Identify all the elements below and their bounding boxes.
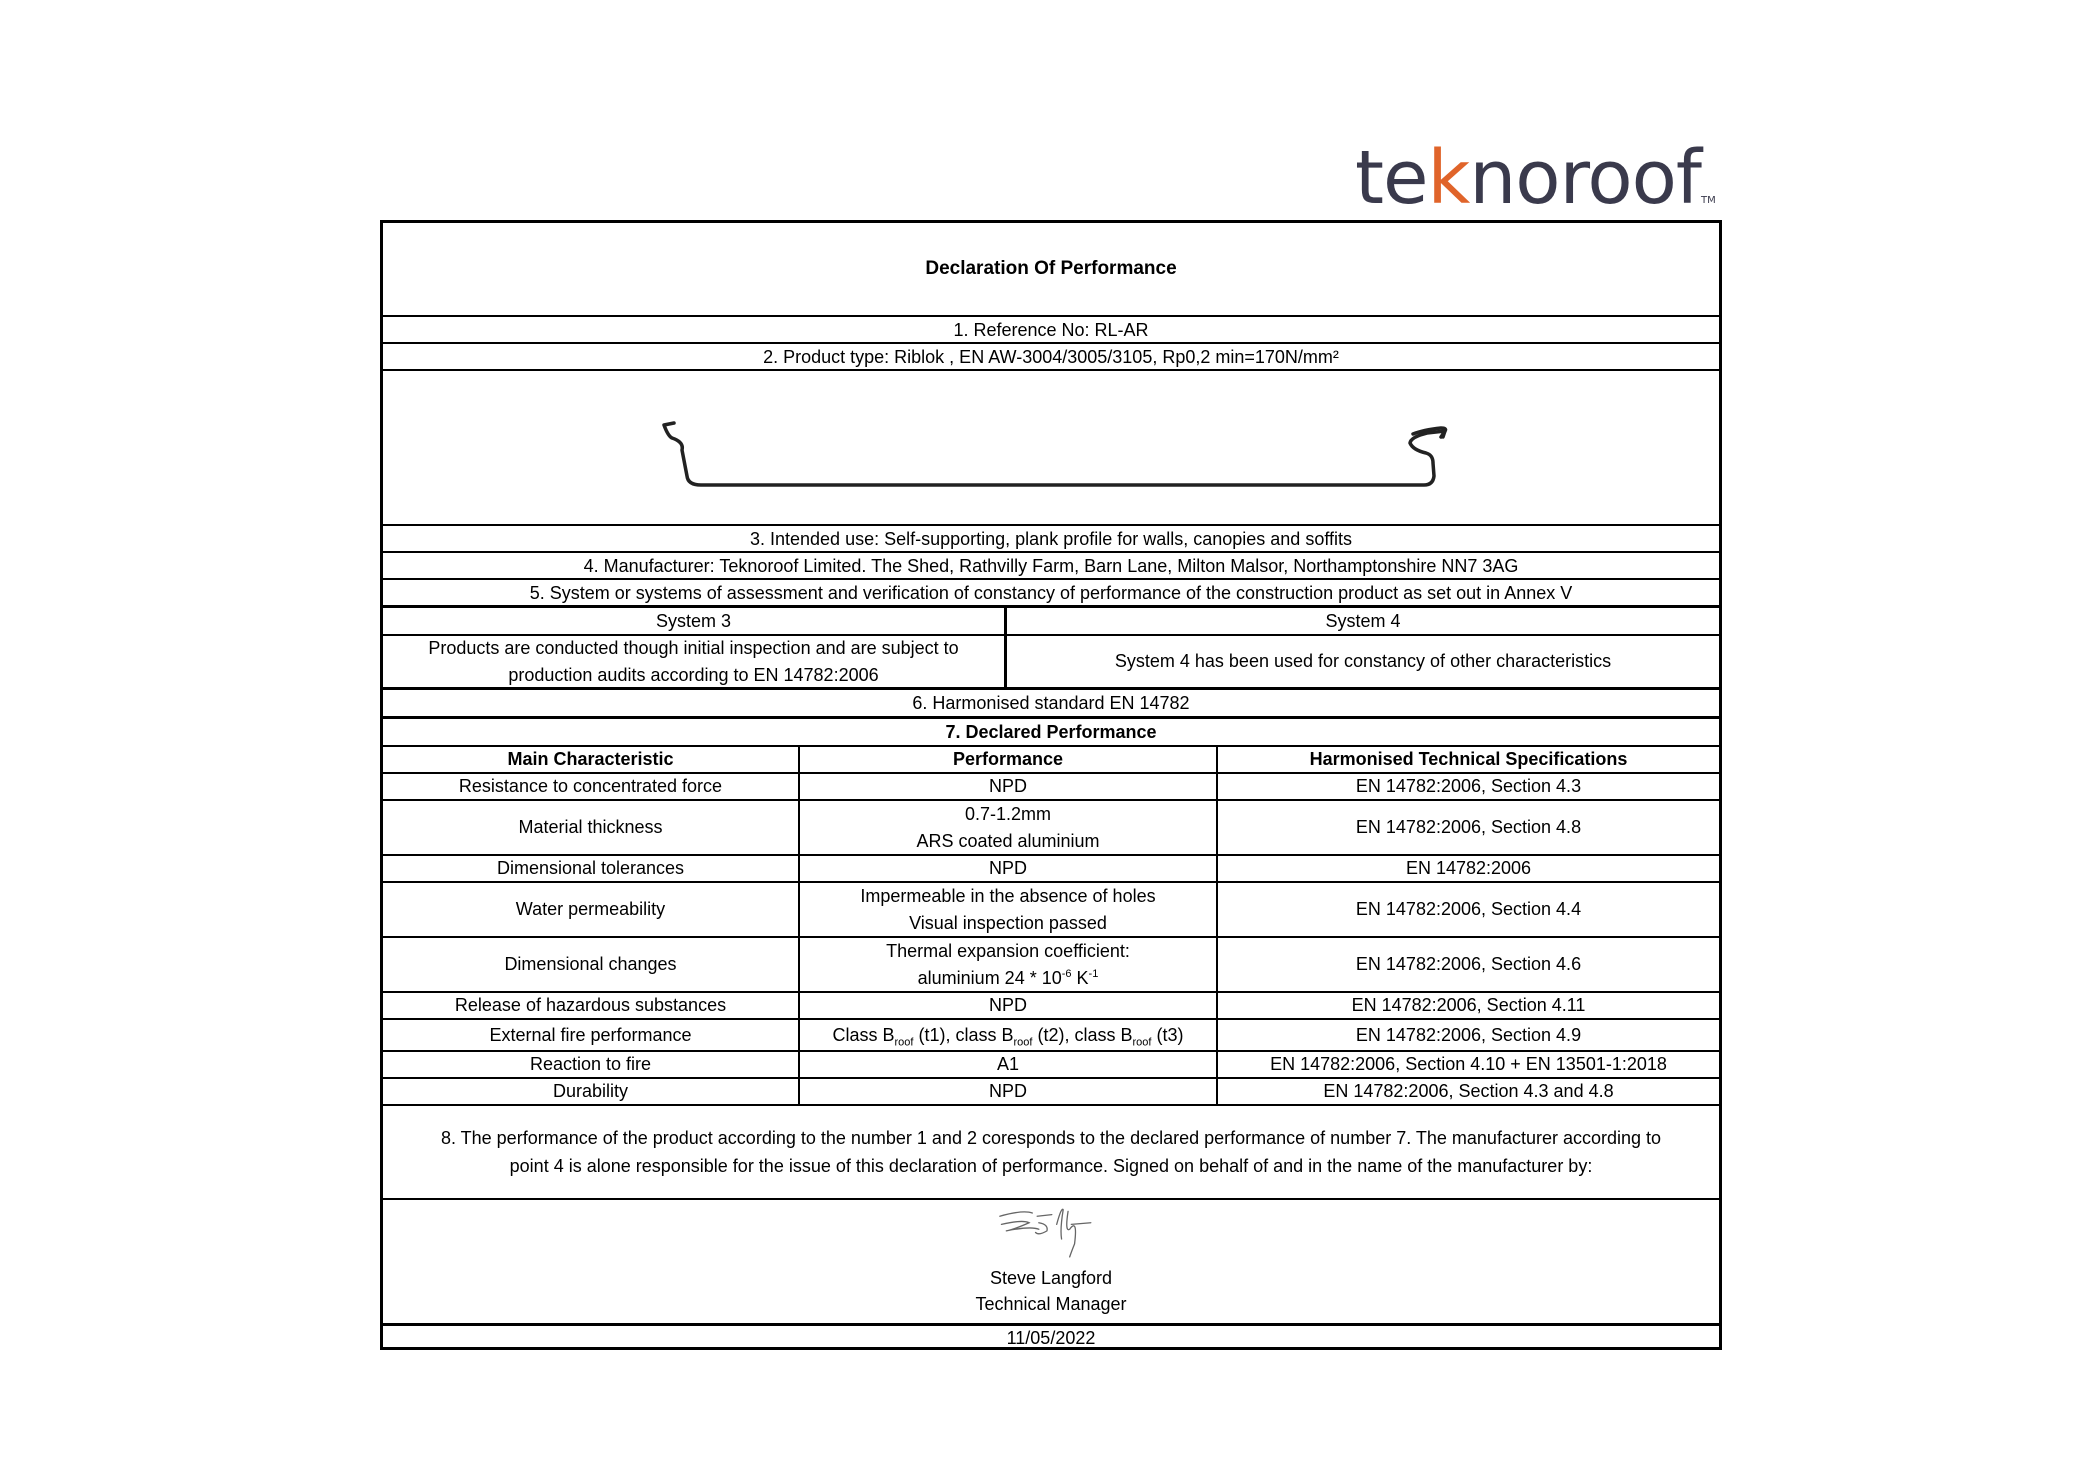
signature-image: [976, 1200, 1126, 1265]
teknoroof-logo: [1355, 135, 1716, 221]
performance-cell: NPD: [800, 774, 1218, 799]
table-row: [383, 993, 1719, 1020]
system3-text: [383, 636, 1007, 687]
characteristic-cell: Durability: [383, 1079, 800, 1104]
statement-line2: point 4 is alone responsible for the issue of this declaration of performance. Signed on behalf of and in the name of the manufacturer by:: [509, 1156, 1593, 1176]
statement-row: [383, 1106, 1719, 1200]
statement-line1: 8. The performance of the product according to the number 1 and 2 coresponds to the declared performance of number 7. The manufacturer according to: [440, 1128, 1662, 1148]
table-row: [383, 1020, 1719, 1052]
performance-cell: [800, 801, 1218, 854]
product-type-row: [383, 344, 1719, 371]
table-row: [383, 938, 1719, 993]
logo-text-prefix: te: [1355, 135, 1428, 221]
fire-part: Class B: [832, 1024, 895, 1045]
performance-cell: NPD: [800, 1079, 1218, 1104]
characteristic-cell: Resistance to concentrated force: [383, 774, 800, 799]
logo-text-suffix: noroof: [1469, 135, 1701, 221]
performance-line2: ARS coated aluminium: [916, 830, 1100, 851]
logo-text-k: k: [1427, 135, 1470, 221]
header-characteristic: Main Characteristic: [383, 747, 800, 772]
spec-cell: EN 14782:2006, Section 4.10 + EN 13501-1:2018: [1270, 1054, 1667, 1074]
performance-line2-unit: K: [1071, 967, 1089, 988]
systems-heading: 5. System or systems of assessment and verification of constancy of performance of the construction product as set out in Annex V: [529, 582, 1573, 603]
system4-label: System 4: [1325, 610, 1401, 631]
signatory-role: Technical Manager: [975, 1294, 1127, 1314]
riblok-profile-drawing: [383, 370, 1719, 525]
table-row: [383, 1079, 1719, 1106]
performance-line1: 0.7-1.2mm: [964, 803, 1052, 824]
manufacturer-row: [383, 553, 1719, 580]
manufacturer: 4. Manufacturer: Teknoroof Limited. The Shed, Rathvilly Farm, Barn Lane, Milton Malsor, Northamptonshire NN7 3AG: [583, 555, 1519, 576]
profile-drawing-row: [383, 371, 1719, 526]
performance-line2: [918, 965, 1099, 992]
table-row: [383, 856, 1719, 883]
intended-use-row: [383, 526, 1719, 553]
fire-part: (t3): [1151, 1024, 1184, 1045]
characteristic-cell: Release of hazardous substances: [383, 993, 800, 1018]
system3-text-line1: Products are conducted though initial inspection and are subject to: [428, 637, 959, 658]
profile-line: [664, 423, 1445, 485]
characteristic-cell: Material thickness: [383, 801, 800, 854]
characteristic-cell: Water permeability: [383, 883, 800, 936]
fire-part: (t2), class B: [1032, 1024, 1133, 1045]
performance-line2-base: aluminium 24 * 10: [917, 967, 1062, 988]
table-row: [383, 774, 1719, 801]
performance-cell: NPD: [800, 993, 1218, 1018]
fire-performance-text: [833, 1022, 1184, 1049]
fire-sub: roof: [1132, 1036, 1152, 1049]
performance-cell: [800, 938, 1218, 991]
header-performance: Performance: [800, 747, 1218, 772]
systems-label-row: [383, 608, 1719, 636]
spec-cell: EN 14782:2006, Section 4.4: [1355, 899, 1582, 919]
harmonised-standard-row: [383, 690, 1719, 719]
spec-cell: EN 14782:2006, Section 4.6: [1355, 954, 1582, 974]
spec-cell: EN 14782:2006: [1405, 858, 1532, 878]
performance-cell: NPD: [800, 856, 1218, 881]
spec-cell: EN 14782:2006, Section 4.3 and 4.8: [1323, 1081, 1614, 1101]
performance-line2: Visual inspection passed: [909, 912, 1107, 933]
system3-text-line2: production audits according to EN 14782:2006: [508, 664, 879, 685]
fire-sub: roof: [1013, 1036, 1033, 1049]
performance-cell: A1: [800, 1052, 1218, 1077]
performance-cell: [800, 883, 1218, 936]
declared-heading-row: [383, 719, 1719, 747]
header-specifications: Harmonised Technical Specifications: [1309, 749, 1628, 769]
signature-stroke: [1000, 1209, 1091, 1257]
signature-date: 11/05/2022: [1006, 1328, 1096, 1348]
spec-cell: EN 14782:2006, Section 4.3: [1355, 776, 1582, 796]
declared-performance-heading: 7. Declared Performance: [945, 722, 1157, 742]
table-row: [383, 1052, 1719, 1079]
performance-cell: [800, 1020, 1218, 1050]
exponent-1: -6: [1061, 967, 1072, 980]
harmonised-standard: 6. Harmonised standard EN 14782: [912, 693, 1190, 713]
exponent-2: -1: [1088, 967, 1099, 980]
signatory-name: Steve Langford: [989, 1268, 1113, 1288]
characteristic-cell: Dimensional tolerances: [383, 856, 800, 881]
fire-part: (t1), class B: [913, 1024, 1014, 1045]
performance-line1: Thermal expansion coefficient:: [886, 940, 1130, 961]
spec-cell: EN 14782:2006, Section 4.9: [1355, 1024, 1582, 1045]
spec-cell: EN 14782:2006, Section 4.11: [1351, 995, 1586, 1015]
reference-number: 1. Reference No: RL-AR: [953, 319, 1149, 340]
signature-block: [383, 1200, 1719, 1326]
systems-text-row: [383, 636, 1719, 690]
characteristic-cell: Dimensional changes: [383, 938, 800, 991]
table-row: [383, 883, 1719, 938]
fire-sub: roof: [894, 1036, 914, 1049]
table-row: [383, 801, 1719, 856]
reference-row: [383, 317, 1719, 344]
declaration-document: [380, 220, 1722, 1350]
date-row: [383, 1326, 1719, 1350]
spec-cell: EN 14782:2006, Section 4.8: [1355, 817, 1582, 837]
intended-use: 3. Intended use: Self-supporting, plank profile for walls, canopies and soffits: [749, 528, 1353, 549]
characteristic-cell: Reaction to fire: [383, 1052, 800, 1077]
characteristic-cell: External fire performance: [383, 1020, 800, 1050]
system3-label: System 3: [383, 608, 1007, 634]
product-type: 2. Product type: Riblok , EN AW-3004/3005/3105, Rp0,2 min=170N/mm²: [763, 346, 1339, 367]
performance-line1: Impermeable in the absence of holes: [860, 885, 1156, 906]
document-title: Declaration Of Performance: [925, 258, 1177, 279]
system4-text: System 4 has been used for constancy of other characteristics: [1114, 651, 1612, 671]
table-header-row: [383, 747, 1719, 774]
title-row: [383, 223, 1719, 317]
systems-heading-row: [383, 580, 1719, 608]
logo-trademark: TM: [1700, 195, 1716, 206]
